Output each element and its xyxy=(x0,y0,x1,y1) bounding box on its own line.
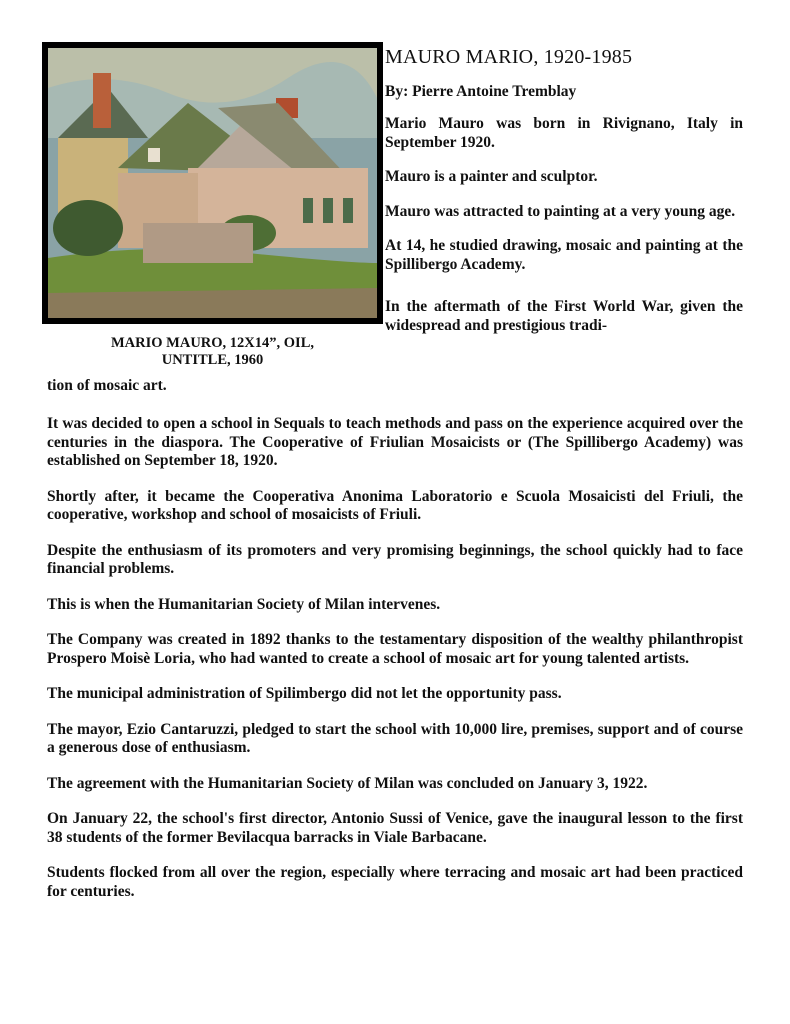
body-paragraph: On January 22, the school's first director, Antonio Sussi of Venice, gave the inaugural lesson to the first 38 students of the former Bevilacqua barracks in Viale Barbacane. xyxy=(47,810,743,846)
body-paragraph: Students flocked from all over the region, especially where terracing and mosaic art had been practiced for centuries. xyxy=(47,864,743,900)
side-column xyxy=(385,48,743,351)
side-paragraph: In the aftermath of the First World War, given the widespread and prestigious tradi- xyxy=(385,298,743,334)
continuation-line: tion of mosaic art. xyxy=(47,377,167,394)
body-paragraph: The agreement with the Humanitarian Society of Milan was concluded on January 3, 1922. xyxy=(47,774,648,792)
body-paragraph: The municipal administration of Spilimbergo did not let the opportunity pass. xyxy=(47,685,562,702)
article-title: MAURO MARIO, 1920-1985 xyxy=(385,46,633,68)
body-paragraph: The mayor, Ezio Cantaruzzi, pledged to start the school with 10,000 lire, premises, support and of course a generous dose of enthusiasm. xyxy=(47,720,743,756)
article-body xyxy=(47,415,743,918)
article-byline: By: Pierre Antoine Tremblay xyxy=(385,82,577,100)
body-paragraph: It was decided to open a school in Sequals to teach methods and pass on the experience acquired over the centuries in the diaspora. The Cooperative of Friulian Mosaicists or (The Spillibergo Academy) was established on September 18, 1920. xyxy=(47,415,743,469)
painting-caption xyxy=(60,335,365,369)
body-paragraph: Despite the enthusiasm of its promoters and very promising beginnings, the school quickly had to face financial problems. xyxy=(47,541,743,577)
side-paragraph: At 14, he studied drawing, mosaic and painting at the Spillibergo Academy. xyxy=(385,237,743,273)
painting-image xyxy=(42,42,383,324)
body-paragraph: The Company was created in 1892 thanks to the testamentary disposition of the wealthy philanthropist Prospero Moisè Loria, who had wanted to create a school of mosaic art for young talented artists. xyxy=(47,631,743,667)
side-paragraph: Mauro is a painter and sculptor. xyxy=(385,168,598,185)
body-paragraph: Shortly after, it became the Cooperativa Anonima Laboratorio e Scuola Mosaicisti del Friuli, the cooperative, workshop and school of mosaicists of Friuli. xyxy=(47,487,743,523)
painting-artwork xyxy=(48,48,377,318)
caption-line-1: MARIO MAURO, 12X14”, OIL, xyxy=(111,335,314,351)
side-paragraph: Mario Mauro was born in Rivignano, Italy in September 1920. xyxy=(385,115,743,151)
side-paragraph: Mauro was attracted to painting at a very young age. xyxy=(385,202,736,220)
caption-line-2: UNTITLE, 1960 xyxy=(161,352,264,368)
body-paragraph: This is when the Humanitarian Society of Milan intervenes. xyxy=(47,595,441,613)
